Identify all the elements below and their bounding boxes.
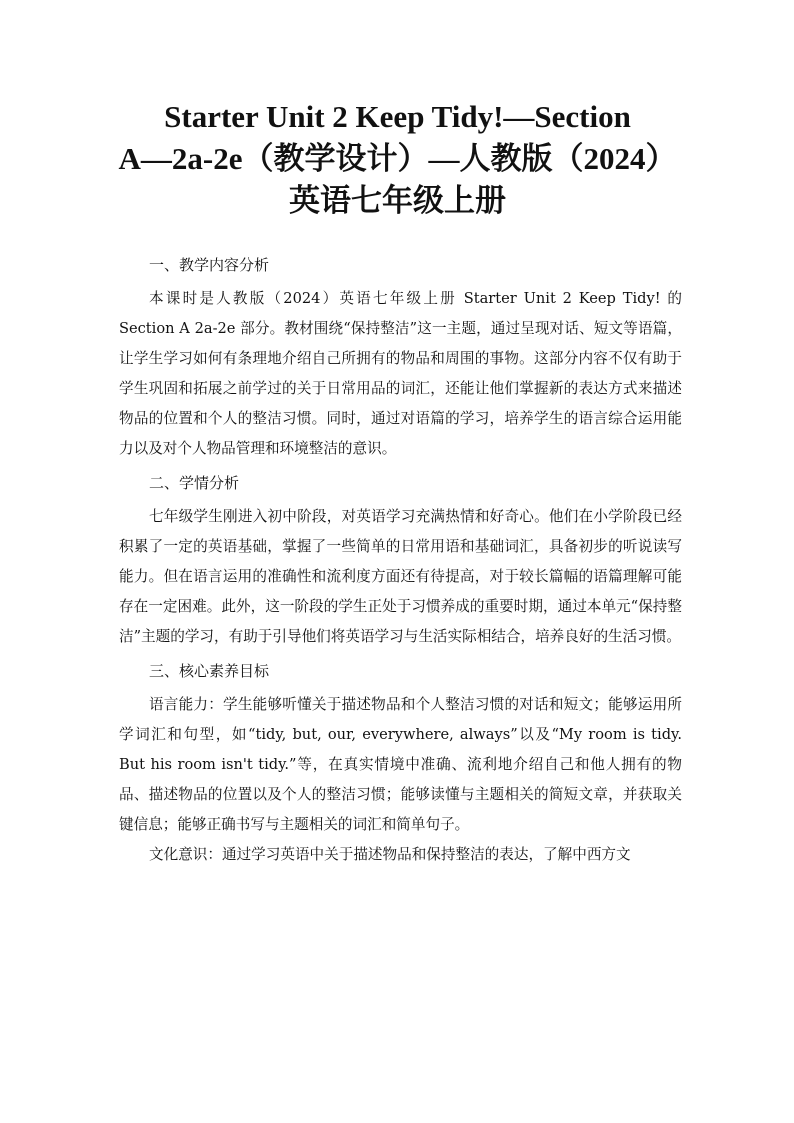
document-title xyxy=(110,96,685,222)
paragraph-language-ability: 语言能力：学生能够听懂关于描述物品和个人整洁习惯的对话和短文；能够运用所学词汇和句型，如“tidy, but, our, everywhere, always”以及“My room is tidy. But his room isn't tidy.”等，在真实情境中准确、流利地介绍自己和他人拥有的物品、描述物品的位置以及个人的整洁习惯；能够读懂与主题相关的简短文章，并获取关键信息；能够正确书写与主题相关的词汇和简单句子。 xyxy=(119,696,682,833)
paragraph-cultural-awareness: 文化意识：通过学习英语中关于描述物品和保持整洁的表达，了解中西方文 xyxy=(149,846,631,863)
title-line-2: A—2a-2e（教学设计）—人教版（2024） xyxy=(118,141,677,176)
paragraph-content-analysis: 本课时是人教版（2024）英语七年级上册 Starter Unit 2 Keep Tidy! 的 Section A 2a-2e 部分。教材围绕“保持整洁”这一主题，通过呈现对话、短文等语篇，让学生学习如何有条理地介绍自己所拥有的物品和周围的事物。这部分内容不仅有助于学生巩固和拓展之前学过的关于日常用品的词汇，还能让他们掌握新的表达方式来描述物品的位置和个人的整洁习惯。同时，通过对语篇的学习，培养学生的语言综合运用能力以及对个人物品管理和环境整洁的意识。 xyxy=(119,290,682,457)
paragraph-student-analysis: 七年级学生刚进入初中阶段，对英语学习充满热情和好奇心。他们在小学阶段已经积累了一定的英语基础，掌握了一些简单的日常用语和基础词汇，具备初步的听说读写能力。但在语言运用的准确性和流利度方面还有待提高，对于较长篇幅的语篇理解可能存在一定困难。此外，这一阶段的学生正处于习惯养成的重要时期，通过本单元“保持整洁”主题的学习，有助于引导他们将英语学习与生活实际相结合，培养良好的生活习惯。 xyxy=(119,508,682,645)
title-line-1: Starter Unit 2 Keep Tidy!—Section xyxy=(164,99,631,134)
document-body xyxy=(119,250,682,870)
title-line-3: 英语七年级上册 xyxy=(289,183,506,218)
section-heading-content-analysis: 一、教学内容分析 xyxy=(149,256,270,274)
section-heading-student-analysis: 二、学情分析 xyxy=(149,474,240,492)
section-heading-core-goals: 三、核心素养目标 xyxy=(149,662,270,680)
